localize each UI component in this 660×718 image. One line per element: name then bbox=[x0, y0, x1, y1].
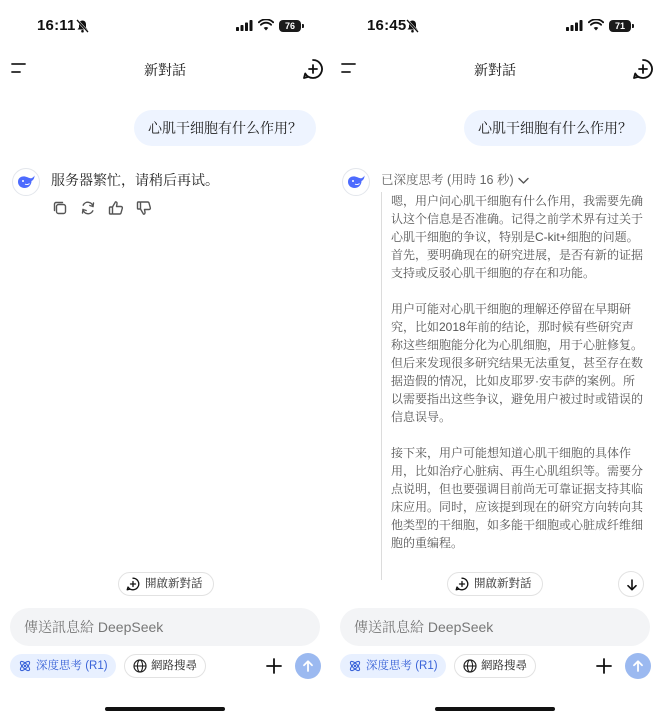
message-input[interactable] bbox=[10, 608, 320, 646]
assistant-avatar bbox=[12, 168, 40, 196]
new-chat-icon[interactable] bbox=[302, 58, 324, 80]
new-chat-icon bbox=[455, 577, 469, 591]
globe-icon bbox=[463, 659, 477, 673]
top-header bbox=[330, 54, 660, 84]
menu-icon[interactable] bbox=[11, 61, 29, 75]
scroll-to-bottom-button[interactable] bbox=[618, 571, 644, 597]
deepseek-whale-icon bbox=[346, 174, 366, 190]
regenerate-icon[interactable] bbox=[79, 199, 97, 217]
message-input[interactable] bbox=[340, 608, 650, 646]
open-new-chat-label: 開啟新對話 bbox=[474, 578, 532, 590]
wifi-icon bbox=[588, 19, 604, 31]
chevron-down-icon bbox=[518, 177, 529, 185]
status-time: 16:11 bbox=[37, 17, 76, 34]
send-button[interactable] bbox=[295, 653, 321, 679]
open-new-chat-button[interactable] bbox=[118, 572, 214, 596]
deep-think-button[interactable] bbox=[340, 654, 446, 678]
new-chat-icon[interactable] bbox=[632, 58, 654, 80]
page-title: 新對話 bbox=[144, 62, 186, 78]
plus-icon[interactable] bbox=[264, 656, 284, 676]
signal-icon bbox=[566, 20, 583, 31]
thinking-header-label: 已深度思考 (用時 16 秒) bbox=[381, 173, 514, 187]
arrow-up-icon bbox=[301, 659, 315, 673]
deep-think-label: 深度思考 (R1) bbox=[36, 660, 108, 672]
open-new-chat-label: 開啟新對話 bbox=[145, 578, 203, 590]
atom-icon bbox=[18, 659, 32, 673]
status-bar bbox=[0, 16, 330, 38]
home-indicator[interactable] bbox=[105, 707, 225, 711]
copy-icon[interactable] bbox=[51, 199, 69, 217]
send-button[interactable] bbox=[625, 653, 651, 679]
home-indicator[interactable] bbox=[435, 707, 555, 711]
deep-think-button[interactable] bbox=[10, 654, 116, 678]
globe-icon bbox=[133, 659, 147, 673]
thinking-paragraph: 嗯，用户问心肌干细胞有什么作用，我需要先确认这个信息是否准确。记得之前学术界有过关于心肌干细胞的争议，特别是C-kit+细胞的问题。首先，要明确现在的研究进展，是否有新的证据支持或反驳心肌干细胞的存在和功能。 bbox=[391, 194, 644, 280]
thinking-paragraph: 接下来，用户可能想知道心肌干细胞的具体作用，比如治疗心脏病、再生心肌组织等。需要分点说明，但也要强调目前尚无可靠证据支持其临床应用。同时，应该提到现在的研究方向转向其他类型的干细胞，如多能干细胞或心脏成纤维细胞的重编程。 bbox=[391, 446, 644, 550]
arrow-down-icon bbox=[625, 578, 639, 592]
thinking-toggle[interactable] bbox=[381, 170, 529, 188]
arrow-up-icon bbox=[631, 659, 645, 673]
deepseek-whale-icon bbox=[16, 174, 36, 190]
wifi-icon bbox=[258, 19, 274, 31]
user-message-bubble: 心肌干细胞有什么作用？ bbox=[134, 110, 316, 146]
battery-icon: 71 bbox=[609, 20, 631, 32]
web-search-label: 網路搜尋 bbox=[151, 660, 197, 672]
open-new-chat-button[interactable] bbox=[447, 572, 543, 596]
thinking-content bbox=[381, 192, 645, 580]
status-bar bbox=[330, 16, 660, 38]
battery-icon: 76 bbox=[279, 20, 301, 32]
top-header bbox=[0, 54, 330, 84]
new-chat-icon bbox=[126, 577, 140, 591]
thumbs-down-icon[interactable] bbox=[135, 199, 153, 217]
bell-slash-icon bbox=[406, 19, 419, 33]
message-composer bbox=[10, 608, 320, 646]
message-composer bbox=[340, 608, 650, 646]
atom-icon bbox=[348, 659, 362, 673]
web-search-button[interactable] bbox=[124, 654, 206, 678]
assistant-reply-text: 服务器繁忙，请稍后再试。 bbox=[51, 172, 219, 188]
thumbs-up-icon[interactable] bbox=[107, 199, 125, 217]
assistant-avatar bbox=[342, 168, 370, 196]
web-search-button[interactable] bbox=[454, 654, 536, 678]
signal-icon bbox=[236, 20, 253, 31]
plus-icon[interactable] bbox=[594, 656, 614, 676]
web-search-label: 網路搜尋 bbox=[481, 660, 527, 672]
menu-icon[interactable] bbox=[341, 61, 359, 75]
phone-screen-right bbox=[330, 0, 660, 718]
page-title: 新對話 bbox=[474, 62, 516, 78]
status-time: 16:45 bbox=[367, 17, 407, 34]
user-message-bubble: 心肌干细胞有什么作用？ bbox=[464, 110, 646, 146]
deep-think-label: 深度思考 (R1) bbox=[366, 660, 438, 672]
thinking-paragraph: 用户可能对心肌干细胞的理解还停留在早期研究，比如2018年前的结论，那时候有些研究声称这些细胞能分化为心肌细胞，用于心脏修复。但后来发现很多研究结果无法重复，甚至存在数据造假的情况，比如皮耶罗·安韦萨的案例。所以需要指出这些争议，避免用户被过时或错误的信息误导。 bbox=[391, 302, 644, 424]
bell-slash-icon bbox=[76, 19, 89, 33]
